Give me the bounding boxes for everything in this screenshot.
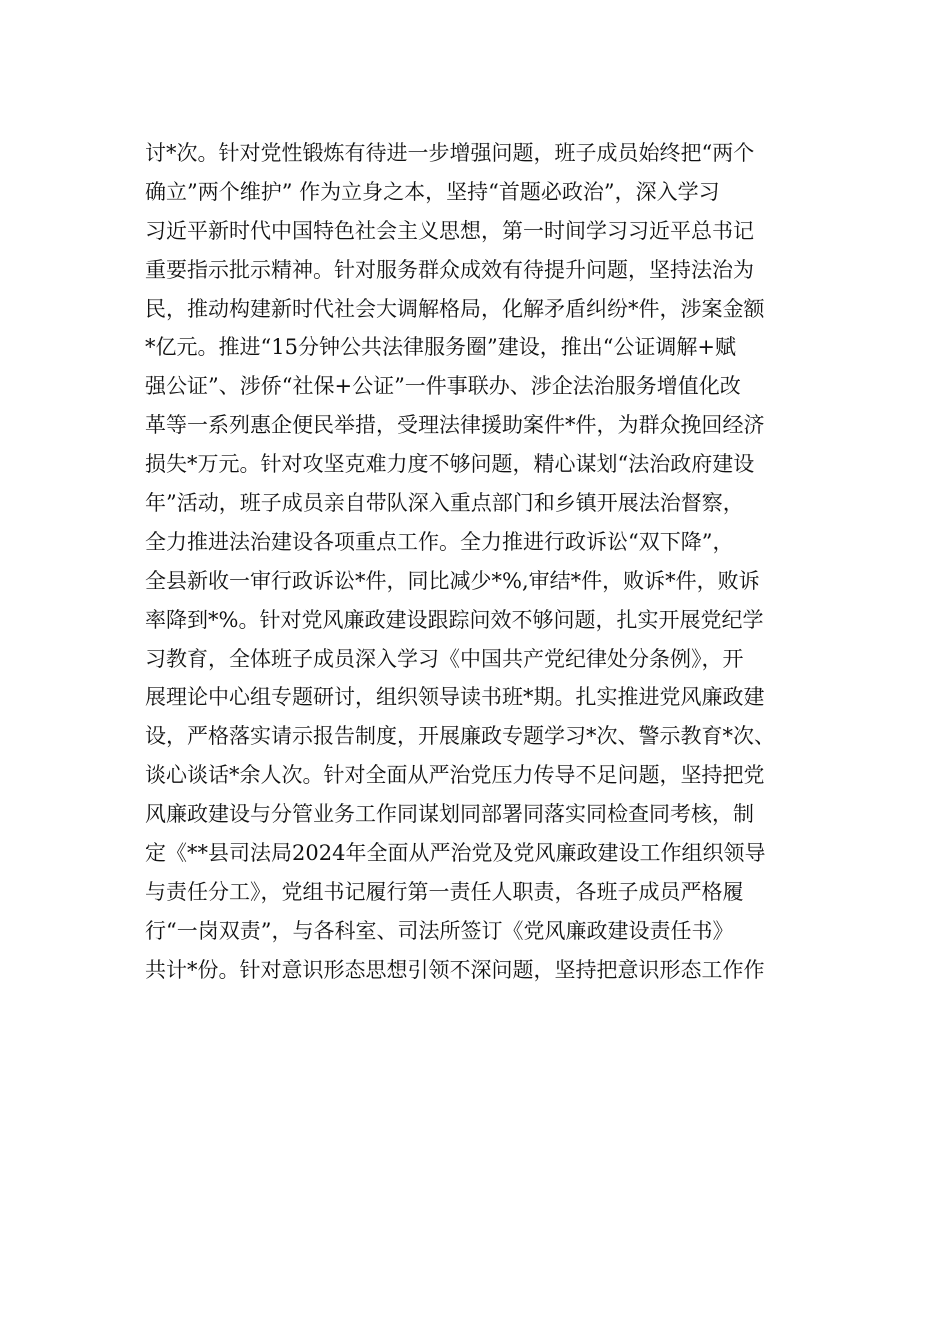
- text-line: 强公证”、涉侨“社保+公证”一件事联办、涉企法治服务增值化改: [145, 374, 741, 399]
- text-line: 谈心谈话*余人次。针对全面从严治党压力传导不足问题，坚持把党: [145, 763, 765, 788]
- text-line: 全力推进法治建设各项重点工作。全力推进行政诉讼“双下降”，: [145, 529, 734, 554]
- text-line: *亿元。推进“15分钟公共法律服务圈”建设，推出“公证调解+赋: [145, 335, 737, 360]
- text-line: 定《**县司法局2024年全面从严治党及党风廉政建设工作组织领导: [145, 841, 766, 866]
- text-line: 率降到*%。针对党风廉政建设跟踪问效不够问题，扎实开展党纪学: [145, 607, 764, 632]
- text-line: 展理论中心组专题研讨，组织领导读书班*期。扎实推进党风廉政建: [145, 685, 765, 710]
- text-line: 年”活动，班子成员亲自带队深入重点部门和乡镇开展法治督察，: [145, 491, 744, 516]
- text-line: 革等一系列惠企便民举措，受理法律援助案件*件，为群众挽回经济: [145, 413, 765, 438]
- text-line: 重要指示批示精神。针对服务群众成效有待提升问题，坚持法治为: [145, 257, 754, 282]
- text-line: 习近平新时代中国特色社会主义思想，第一时间学习习近平总书记: [145, 218, 754, 243]
- body-text: [145, 134, 825, 990]
- text-line: 共计*份。针对意识形态思想引领不深问题，坚持把意识形态工作作: [145, 957, 765, 982]
- text-line: 与责任分工》，党组书记履行第一责任人职责，各班子成员严格履: [145, 879, 744, 904]
- text-line: 确立”两个维护” 作为立身之本，坚持“首题必政治”，深入学习: [145, 179, 720, 204]
- text-line: 损失*万元。针对攻坚克难力度不够问题，精心谋划“法治政府建设: [145, 452, 755, 477]
- text-line: 民，推动构建新时代社会大调解格局，化解矛盾纠纷*件，涉案金额: [145, 296, 765, 321]
- text-line: 习教育，全体班子成员深入学习《中国共产党纪律处分条例》，开: [145, 646, 744, 671]
- text-line: 全县新收一审行政诉讼*件，同比减少*%,审结*件，败诉*件，败诉: [145, 568, 760, 593]
- text-line: 风廉政建设与分管业务工作同谋划同部署同落实同检查同考核，制: [145, 802, 754, 827]
- text-line: 行“一岗双责”，与各科室、司法所签订《党风廉政建设责任书》: [145, 918, 734, 943]
- text-line: 设，严格落实请示报告制度，开展廉政专题学习*次、警示教育*次、: [145, 724, 775, 749]
- text-line: 讨*次。针对党性锻炼有待进一步增强问题，班子成员始终把“两个: [145, 141, 755, 165]
